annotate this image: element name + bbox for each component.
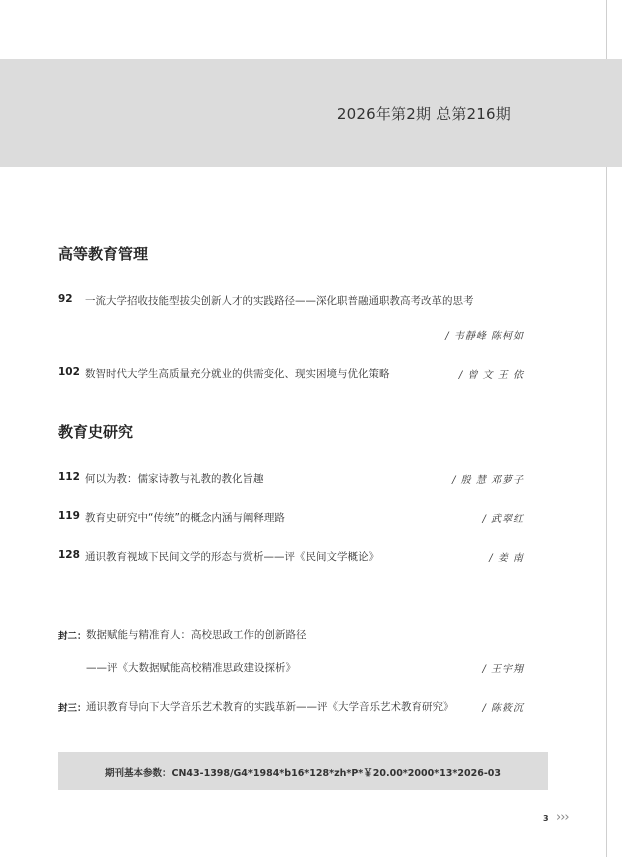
toc-entry-page-number: 112 — [58, 471, 80, 483]
cover-two-subtitle[interactable]: ——评《大数据赋能高校精准思政建设探析》 — [86, 662, 296, 674]
header-band — [0, 59, 622, 167]
cover-two-title[interactable]: 数据赋能与精准育人：高校思政工作的创新路径 — [86, 629, 307, 641]
issue-number: 2026年第2期 总第216期 — [336, 105, 511, 123]
section-title-education-history: 教育史研究 — [58, 423, 134, 441]
toc-entry-page-number: 92 — [58, 293, 73, 305]
toc-entry-authors: / 武翠红 — [482, 514, 524, 525]
cover-two-authors: / 王宇翔 — [482, 664, 524, 675]
page-number: 3 — [543, 814, 549, 823]
section-title-higher-education-management: 高等教育管理 — [58, 245, 149, 263]
toc-entry-page-number: 119 — [58, 510, 80, 522]
cover-three-label: 封三： — [58, 703, 87, 714]
cover-three-title[interactable]: 通识教育导向下大学音乐艺术教育的实践革新——评《大学音乐艺术教育研究》 — [86, 701, 454, 713]
journal-parameters-text: 期刊基本参数：CN43-1398/G4*1984*b16*128*zh*P*￥20.00*2000*13*2026-03 — [105, 768, 501, 779]
toc-entry-authors: / 殷 慧 邓萝子 — [452, 475, 524, 486]
toc-entry-authors: / 曾 文 王 依 — [458, 370, 524, 381]
cover-three-authors: / 陈筱沉 — [482, 703, 524, 714]
cover-two-label: 封二： — [58, 631, 87, 642]
chevron-right-icon: ››› — [556, 810, 569, 825]
toc-entry-title[interactable]: 通识教育视域下民间文学的形态与赏析——评《民间文学概论》 — [85, 551, 379, 563]
toc-entry-title[interactable]: 教育史研究中“传统”的概念内涵与阐释理路 — [85, 512, 285, 524]
toc-entry-title[interactable]: 一流大学招收技能型拔尖创新人才的实践路径——深化职普融通职教高考改革的思考 — [85, 295, 474, 307]
toc-entry-page-number: 128 — [58, 549, 80, 561]
toc-entry-page-number: 102 — [58, 366, 80, 378]
toc-entry-title[interactable]: 何以为教：儒家诗教与礼教的教化旨趣 — [85, 473, 264, 485]
toc-entry-authors: / 姜 南 — [489, 553, 524, 564]
toc-entry-title[interactable]: 数智时代大学生高质量充分就业的供需变化、现实困境与优化策略 — [85, 368, 390, 380]
journal-parameters-bar — [58, 752, 548, 790]
toc-entry-authors: / 韦靜峰 陈柯如 — [445, 331, 524, 342]
